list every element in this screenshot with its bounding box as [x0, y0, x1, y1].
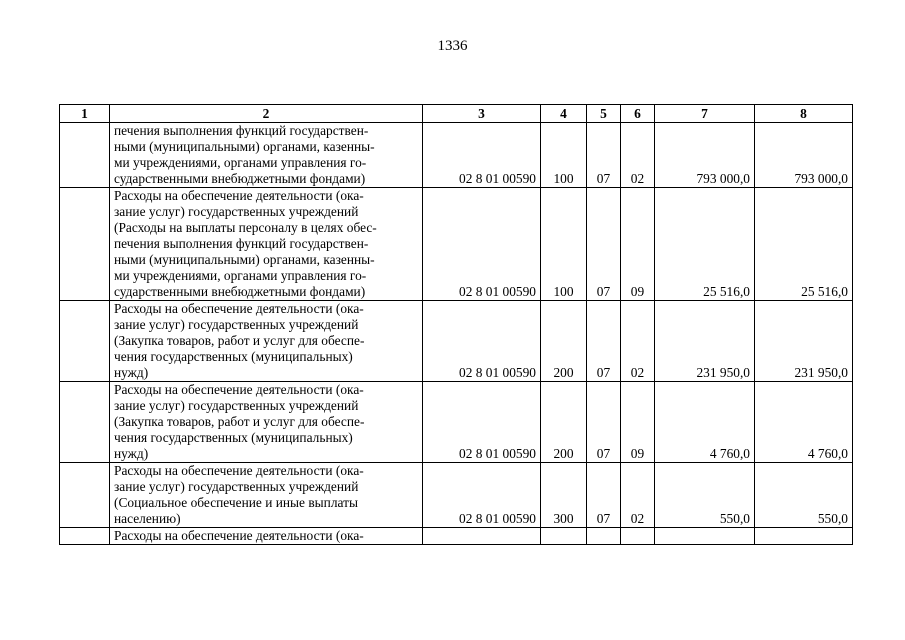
- target-code-cell: 02 8 01 00590: [423, 382, 541, 463]
- description-cell: [110, 123, 423, 188]
- description-line: ными (муниципальными) органами, казенны-: [114, 139, 375, 154]
- description-cell: [110, 382, 423, 463]
- amount-cell: [655, 528, 755, 545]
- table-row: [60, 188, 853, 301]
- amount-cell: 550,0: [655, 463, 755, 528]
- description-line: зание услуг) государственных учреждений: [114, 479, 359, 494]
- row-number-cell: [60, 123, 110, 188]
- column-header: 8: [755, 105, 853, 123]
- column-header: 6: [621, 105, 655, 123]
- row-number-cell: [60, 188, 110, 301]
- section-cell: 07: [587, 188, 621, 301]
- section-cell: [587, 528, 621, 545]
- amount-cell: 25 516,0: [755, 188, 853, 301]
- expense-type-cell: 100: [541, 123, 587, 188]
- amount-cell: 550,0: [755, 463, 853, 528]
- amount-cell: [755, 528, 853, 545]
- description-line: нужд): [114, 365, 149, 380]
- subsection-cell: 02: [621, 123, 655, 188]
- description-line: Расходы на обеспечение деятельности (ока-: [114, 463, 364, 478]
- amount-cell: 4 760,0: [755, 382, 853, 463]
- expense-type-cell: 300: [541, 463, 587, 528]
- table-row: [60, 382, 853, 463]
- description-line: сударственными внебюджетными фондами): [114, 171, 366, 186]
- section-cell: 07: [587, 123, 621, 188]
- amount-cell: 793 000,0: [655, 123, 755, 188]
- subsection-cell: 02: [621, 301, 655, 382]
- table-row: [60, 301, 853, 382]
- description-line: ми учреждениями, органами управления го-: [114, 155, 367, 170]
- table-row: [60, 123, 853, 188]
- column-header: 5: [587, 105, 621, 123]
- column-header: 7: [655, 105, 755, 123]
- expense-type-cell: 200: [541, 382, 587, 463]
- column-header: 1: [60, 105, 110, 123]
- amount-cell: 231 950,0: [755, 301, 853, 382]
- description-line: зание услуг) государственных учреждений: [114, 204, 359, 219]
- description-line: Расходы на обеспечение деятельности (ока-: [114, 528, 364, 543]
- description-line: зание услуг) государственных учреждений: [114, 398, 359, 413]
- description-cell: [110, 463, 423, 528]
- description-line: (Закупка товаров, работ и услуг для обеспе-: [114, 333, 365, 348]
- amount-cell: 4 760,0: [655, 382, 755, 463]
- description-line: Расходы на обеспечение деятельности (ока-: [114, 188, 364, 203]
- section-cell: 07: [587, 301, 621, 382]
- target-code-cell: 02 8 01 00590: [423, 301, 541, 382]
- description-line: чения государственных (муниципальных): [114, 430, 353, 445]
- column-header: 3: [423, 105, 541, 123]
- table-row: [60, 528, 853, 545]
- expense-type-cell: 100: [541, 188, 587, 301]
- description-line: Расходы на обеспечение деятельности (ока-: [114, 301, 364, 316]
- amount-cell: 231 950,0: [655, 301, 755, 382]
- description-cell: [110, 301, 423, 382]
- description-line: зание услуг) государственных учреждений: [114, 317, 359, 332]
- description-line: населению): [114, 511, 181, 526]
- target-code-cell: 02 8 01 00590: [423, 188, 541, 301]
- section-cell: 07: [587, 463, 621, 528]
- description-line: (Социальное обеспечение и иные выплаты: [114, 495, 358, 510]
- row-number-cell: [60, 528, 110, 545]
- description-line: (Закупка товаров, работ и услуг для обеспе-: [114, 414, 365, 429]
- table-row: [60, 463, 853, 528]
- expense-type-cell: 200: [541, 301, 587, 382]
- description-cell: [110, 528, 423, 545]
- row-number-cell: [60, 463, 110, 528]
- description-line: Расходы на обеспечение деятельности (ока-: [114, 382, 364, 397]
- row-number-cell: [60, 301, 110, 382]
- description-line: печения выполнения функций государствен-: [114, 123, 369, 138]
- description-line: чения государственных (муниципальных): [114, 349, 353, 364]
- description-line: нужд): [114, 446, 149, 461]
- subsection-cell: 09: [621, 188, 655, 301]
- target-code-cell: [423, 528, 541, 545]
- expense-type-cell: [541, 528, 587, 545]
- page-number: 1336: [437, 38, 468, 54]
- amount-cell: 25 516,0: [655, 188, 755, 301]
- row-number-cell: [60, 382, 110, 463]
- description-line: печения выполнения функций государствен-: [114, 236, 369, 251]
- amount-cell: 793 000,0: [755, 123, 853, 188]
- budget-table: [59, 104, 853, 545]
- column-header: 4: [541, 105, 587, 123]
- description-line: сударственными внебюджетными фондами): [114, 284, 366, 299]
- description-line: ными (муниципальными) органами, казенны-: [114, 252, 375, 267]
- section-cell: 07: [587, 382, 621, 463]
- target-code-cell: 02 8 01 00590: [423, 463, 541, 528]
- column-header: 2: [110, 105, 423, 123]
- description-cell: [110, 188, 423, 301]
- subsection-cell: [621, 528, 655, 545]
- subsection-cell: 09: [621, 382, 655, 463]
- table-body: [60, 123, 853, 545]
- header-row: [60, 105, 853, 123]
- target-code-cell: 02 8 01 00590: [423, 123, 541, 188]
- subsection-cell: 02: [621, 463, 655, 528]
- description-line: ми учреждениями, органами управления го-: [114, 268, 367, 283]
- description-line: (Расходы на выплаты персоналу в целях обес-: [114, 220, 377, 235]
